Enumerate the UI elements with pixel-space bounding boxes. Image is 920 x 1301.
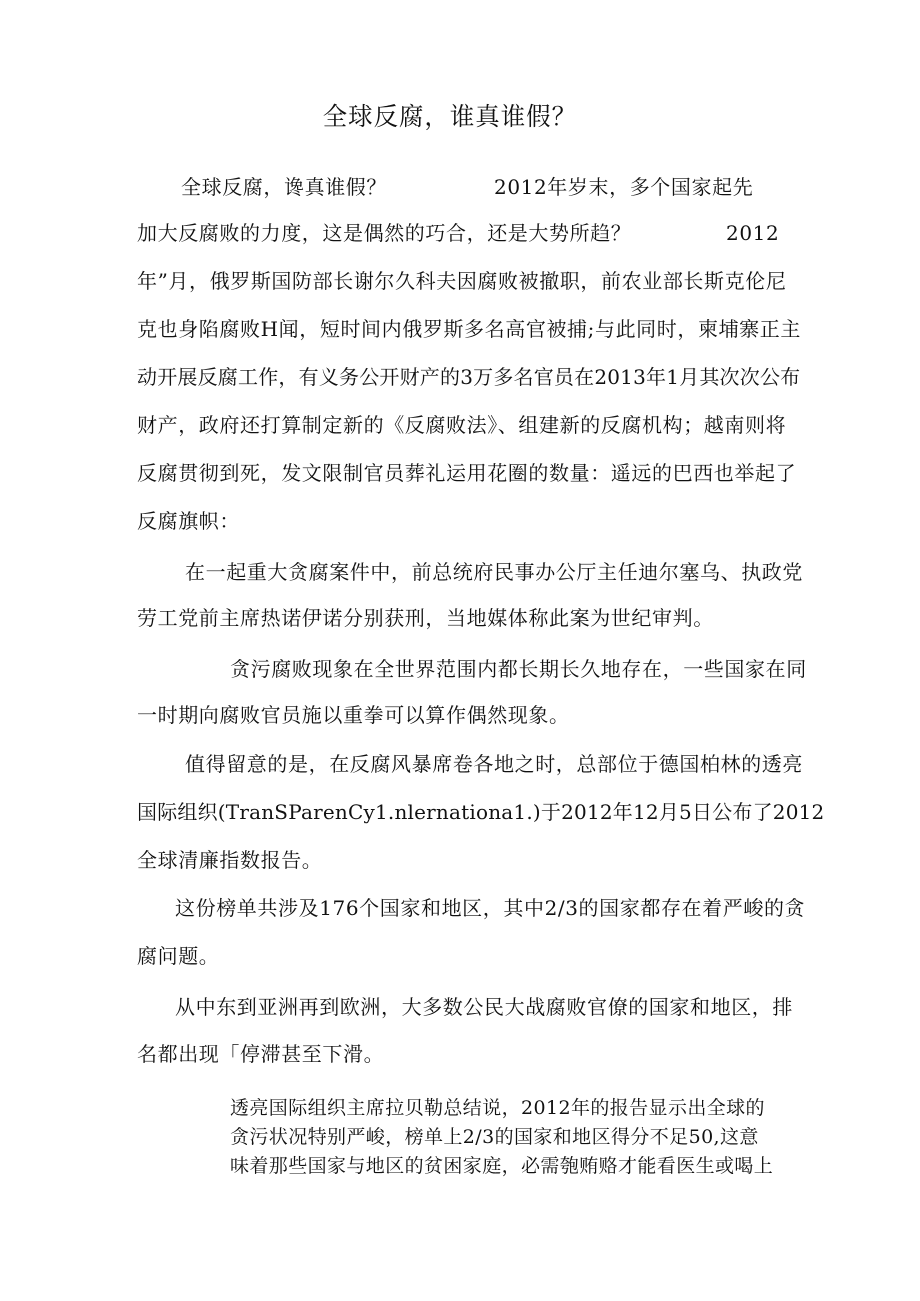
paragraph-1-line-6: 财产，政府还打算制定新的《反腐败法》、组建新的反腐机构；越南则将 (137, 413, 787, 437)
paragraph-1-line-4: 克也身陷腐败H闻，短时间内俄罗斯多名高官被捕;与此同时，柬埔寨正主 (137, 317, 801, 341)
paragraph-2-line-1: 在一起重大贪腐案件中，前总统府民事办公厅主任迪尔塞乌、执政党 (185, 560, 803, 584)
paragraph-4-line-1: 值得留意的是，在反腐风暴席卷各地之时，总部位于德国柏林的透亮 (185, 752, 803, 776)
paragraph-1-line-2b: 2012 (726, 221, 780, 245)
paragraph-6-line-1: 从中东到亚洲再到欧洲，大多数公民大战腐败官僚的国家和地区，排 (175, 995, 793, 1019)
paragraph-1-line-7: 反腐贯彻到死，发文限制官员葬礼运用花圈的数量：遥远的巴西也举起了 (137, 461, 797, 485)
paragraph-5-line-1: 这份榜单共涉及176个国家和地区，其中2/3的国家都存在着严峻的贪 (175, 896, 806, 920)
paragraph-1-line-1b: 2012年岁末，多个国家起先 (494, 175, 754, 199)
paragraph-7-line-2: 贪污状况特别严峻，榜单上2/3的国家和地区得分不足50,这意 (230, 1126, 759, 1148)
paragraph-1-line-1: 全球反腐，谗真谁假？ (181, 175, 387, 199)
document-title: 全球反腐，谁真谁假？ (322, 102, 578, 131)
paragraph-7-line-1: 透亮国际组织主席拉贝勒总结说，2012年的报告显示出全球的 (230, 1097, 765, 1119)
paragraph-4-line-2: 国际组织(TranSParenCy1.nlernationa1.)于2012年12月5日公布了2012 (137, 800, 825, 824)
paragraph-2-line-2: 劳工党前主席热诺伊诺分别获刑，当地媒体称此案为世纪审判。 (137, 606, 714, 630)
paragraph-1-line-5: 动开展反腐工作，有义务公开财产的3万多名官员在2013年1月其次次公布 (137, 365, 801, 389)
paragraph-1-line-3: 年”月，俄罗斯国防部长谢尔久科夫因腐败被撤职，前农业部长斯克伦尼 (137, 269, 787, 293)
paragraph-7-line-3: 味着那些国家与地区的贫困家庭，必需匏贿赂才能看医生或喝上 (230, 1155, 774, 1177)
paragraph-5-line-2: 腐问题。 (137, 944, 220, 968)
paragraph-6-line-2: 名都出现「停滞甚至下滑。 (137, 1042, 385, 1066)
paragraph-1-line-2: 加大反腐败的力度，这是偶然的巧合，还是大势所趋？ (137, 221, 632, 245)
paragraph-4-line-3: 全球清廉指数报告。 (137, 848, 323, 872)
paragraph-3-line-2: 一时期向腐败官员施以重拳可以算作偶然现象。 (137, 703, 570, 727)
paragraph-3-line-1: 贪污腐败现象在全世界范围内都长期长久地存在，一些国家在同 (230, 657, 807, 681)
paragraph-1-line-8: 反腐旗帜： (137, 509, 240, 533)
